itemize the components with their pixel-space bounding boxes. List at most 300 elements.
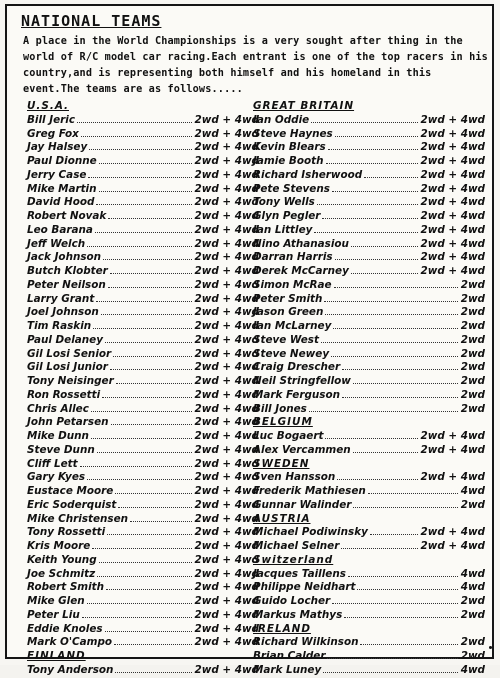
drive-class: 2wd + 4wd: [420, 113, 485, 126]
dot-leader: [327, 657, 457, 659]
racer-name: Keith Young: [27, 553, 97, 566]
racer-name: Brian Calder: [253, 650, 326, 662]
dot-leader: [87, 478, 191, 480]
drive-class: 2wd: [460, 278, 485, 291]
drive-class: 2wd + 4wd: [194, 168, 259, 181]
racer-name: Joel Johnson: [27, 306, 99, 319]
team-entry-row: [253, 293, 485, 307]
dot-leader: [364, 176, 417, 178]
racer-name: Frederik Mathiesen: [253, 485, 366, 497]
drive-class: 2wd + 4wd: [420, 210, 485, 222]
team-entry-row: [253, 210, 485, 224]
drive-class: 2wd + 4wd: [194, 320, 259, 332]
racer-name: David Hood: [27, 196, 95, 209]
dot-leader: [344, 616, 457, 618]
team-entry-row: [27, 636, 259, 650]
team-entry-row: [27, 265, 259, 279]
team-entry-row: [253, 526, 485, 540]
dot-leader: [110, 368, 192, 370]
dot-leader: [357, 588, 457, 590]
team-entry-row: [253, 348, 485, 362]
drive-class: 2wd + 4wd: [194, 553, 259, 566]
drive-class: 2wd + 4wd: [194, 113, 259, 126]
team-entry-row: [253, 169, 485, 183]
dot-leader: [96, 203, 191, 205]
team-entry-row: [27, 293, 259, 307]
right-team-column: [253, 100, 485, 678]
dot-leader: [334, 286, 458, 288]
dot-leader: [115, 492, 191, 494]
drive-class: 2wd + 4wd: [194, 127, 259, 140]
team-entry-row: [253, 581, 485, 595]
dot-leader: [325, 437, 417, 439]
racer-name: Neil Stringfellow: [253, 375, 351, 387]
dot-leader: [80, 465, 192, 467]
team-entry-row: [27, 430, 259, 444]
team-entry-row: [253, 334, 485, 348]
dot-leader: [328, 148, 418, 150]
racer-name: Paul Dionne: [27, 155, 97, 167]
racer-name: Mike Glen: [27, 595, 85, 607]
racer-name: Paul Delaney: [27, 333, 104, 346]
racer-name: Mark Ferguson: [253, 388, 341, 401]
drive-class: 2wd + 4wd: [420, 526, 485, 539]
racer-name: Mike Christensen: [27, 512, 129, 525]
drive-class: 2wd + 4wd: [194, 622, 259, 635]
team-entry-row: [253, 155, 485, 169]
team-entry-row: [27, 251, 259, 265]
country-heading: FINLAND: [27, 650, 86, 662]
drive-class: 2wd: [460, 402, 485, 415]
racer-name: Jamie Booth: [253, 155, 324, 167]
dot-leader: [332, 190, 418, 192]
dot-leader: [115, 671, 191, 673]
drive-class: 2wd + 4wd: [194, 347, 259, 360]
racer-name: Steve Dunn: [27, 443, 95, 456]
team-entry-row: [27, 114, 259, 128]
drive-class: 2wd + 4wd: [420, 237, 485, 250]
team-entry-row: [253, 224, 485, 238]
team-entry-row: [27, 348, 259, 362]
country-heading: U.S.A.: [27, 100, 69, 112]
racer-name: Bill Jones: [253, 402, 307, 415]
racer-name: Leo Barana: [27, 223, 93, 236]
dot-leader: [95, 231, 192, 233]
drive-class: 2wd + 4wd: [420, 155, 485, 167]
team-entry-row: [27, 183, 259, 197]
team-entry-row: [27, 513, 259, 527]
team-entry-row: [27, 458, 259, 472]
racer-name: Ron Rossetti: [27, 388, 101, 401]
dot-leader: [99, 190, 192, 192]
drive-class: 2wd + 4wd: [194, 498, 259, 511]
drive-class: 2wd + 4wd: [194, 375, 259, 387]
dot-leader: [89, 148, 191, 150]
drive-class: 2wd: [460, 306, 485, 319]
drive-class: 2wd + 4wd: [420, 223, 485, 236]
team-entry-row: [27, 320, 259, 334]
team-entry-row: [27, 389, 259, 403]
dot-leader: [108, 286, 192, 288]
racer-name: Eddie Knoles: [27, 622, 103, 635]
racer-name: Pete Stevens: [253, 182, 330, 195]
country-heading: IRELAND: [253, 622, 311, 635]
drive-class: 2wd: [460, 375, 485, 387]
dot-leader: [353, 506, 457, 508]
dot-leader: [332, 602, 458, 604]
dot-leader: [103, 258, 191, 260]
team-entry-row: [253, 128, 485, 142]
team-entry-row: [253, 471, 485, 485]
drive-class: 2wd: [460, 498, 485, 511]
end-dot: [489, 646, 492, 649]
racer-name: Steve Newey: [253, 347, 330, 360]
team-entry-row: [27, 568, 259, 582]
team-entry-row: [253, 664, 485, 678]
team-entry-row: [253, 141, 485, 155]
racer-name: Bill Jeric: [27, 113, 75, 126]
racer-name: Markus Mathys: [253, 608, 343, 621]
racer-name: Jason Green: [253, 306, 324, 319]
team-entry-row: [253, 444, 485, 458]
racer-name: Richard Wilkinson: [253, 636, 359, 649]
team-entry-row: [27, 169, 259, 183]
intro-paragraph: A place in the World Championships is a very sought after thing in the world of R/C model car racing.Each entrant is one of the top racers in his country,and is representing both himself and his homeland in this event.The teams are as follows.....: [23, 36, 488, 95]
racer-name: Alex Vercammen: [253, 443, 351, 456]
racer-name: Tony Anderson: [27, 663, 114, 676]
dot-leader: [360, 643, 457, 645]
racer-name: Butch Klobter: [27, 265, 108, 277]
racer-name: Cliff Lett: [27, 457, 78, 470]
drive-class: 2wd + 4wd: [194, 278, 259, 291]
team-entry-row: [27, 375, 259, 389]
drive-class: 2wd + 4wd: [194, 333, 259, 346]
drive-class: 2wd + 4wd: [420, 265, 485, 277]
drive-class: 2wd: [460, 347, 485, 360]
dot-leader: [341, 547, 417, 549]
racer-name: Gary Kyes: [27, 471, 86, 484]
dot-leader: [108, 217, 191, 219]
dot-leader: [323, 671, 457, 673]
drive-class: 2wd + 4wd: [420, 540, 485, 552]
drive-class: 2wd + 4wd: [420, 168, 485, 181]
team-entry-row: [27, 155, 259, 169]
dot-leader: [106, 588, 191, 590]
team-entry-row: [253, 361, 485, 375]
drive-class: 2wd + 4wd: [420, 430, 485, 442]
racer-name: Mike Dunn: [27, 430, 89, 442]
drive-class: 2wd + 4wd: [194, 636, 259, 649]
drive-class: 4wd: [460, 567, 485, 580]
team-entry-row: [253, 320, 485, 334]
racer-name: John Petarsen: [27, 416, 109, 429]
team-entry-row: [27, 664, 259, 678]
drive-class: 2wd + 4wd: [194, 443, 259, 456]
team-entry-row: [253, 251, 485, 265]
drive-class: 2wd + 4wd: [194, 388, 259, 401]
drive-class: 2wd: [460, 650, 485, 662]
team-entry-row: [253, 265, 485, 279]
team-entry-row: [27, 623, 259, 637]
team-entry-row: [253, 375, 485, 389]
drive-class: 2wd + 4wd: [194, 141, 259, 154]
racer-name: Peter Neilson: [27, 278, 106, 291]
dot-leader: [99, 561, 192, 563]
dot-leader: [322, 217, 417, 219]
dot-leader: [113, 355, 191, 357]
racer-name: Michael Selner: [253, 540, 340, 552]
racer-name: Gunnar Walinder: [253, 498, 352, 511]
drive-class: 2wd + 4wd: [420, 196, 485, 209]
team-entry-row: [253, 568, 485, 582]
team-entry-row: [253, 389, 485, 403]
drive-class: 2wd + 4wd: [420, 182, 485, 195]
team-entry-row: [27, 526, 259, 540]
drive-class: 2wd + 4wd: [194, 155, 259, 167]
dot-leader: [314, 231, 417, 233]
racer-name: Steve West: [253, 333, 319, 346]
dot-leader: [309, 410, 458, 412]
dot-leader: [317, 203, 418, 205]
drive-class: 2wd + 4wd: [194, 251, 259, 264]
dot-leader: [326, 162, 418, 164]
dot-leader: [351, 272, 418, 274]
drive-class: 4wd: [460, 485, 485, 497]
dot-leader: [77, 121, 192, 123]
racer-name: Glyn Pegler: [253, 210, 321, 222]
racer-name: Tony Rossetti: [27, 526, 106, 539]
team-entry-row: [253, 595, 485, 609]
dot-leader: [118, 506, 191, 508]
team-entry-row: [253, 279, 485, 293]
document-frame: [5, 4, 494, 676]
team-entry-row: [27, 224, 259, 238]
team-entry-row: [253, 485, 485, 499]
dot-leader: [105, 341, 192, 343]
drive-class: 2wd + 4wd: [194, 663, 259, 676]
drive-class: 2wd + 4wd: [194, 196, 259, 209]
dot-leader: [107, 533, 191, 535]
racer-name: Tony Wells: [253, 196, 315, 209]
dot-leader: [91, 437, 192, 439]
dot-leader: [114, 643, 191, 645]
drive-class: 2wd + 4wd: [420, 443, 485, 456]
racer-name: Robert Novak: [27, 210, 107, 222]
team-entry-row: [27, 334, 259, 348]
team-entry-row: [253, 114, 485, 128]
dot-leader: [353, 451, 418, 453]
team-entry-row: [27, 540, 259, 554]
team-entry-row: [253, 540, 485, 554]
dot-leader: [130, 520, 191, 522]
country-heading: Switzerland: [253, 553, 334, 566]
racer-name: Michael Podiwinsky: [253, 526, 368, 539]
racer-name: Eric Soderquist: [27, 498, 117, 511]
racer-name: Ian McLarney: [253, 320, 332, 332]
dot-leader: [87, 602, 192, 604]
racer-name: Ian Oddie: [253, 113, 310, 126]
dot-leader: [325, 313, 457, 315]
team-entry-row: [253, 609, 485, 623]
racer-name: Joe Schmitz: [27, 567, 96, 580]
team-entry-row: [27, 499, 259, 513]
team-entry-row: [253, 430, 485, 444]
drive-class: 2wd + 4wd: [194, 485, 259, 497]
drive-class: 2wd + 4wd: [194, 457, 259, 470]
dot-leader: [105, 630, 192, 632]
drive-class: 2wd + 4wd: [194, 361, 259, 374]
team-entry-row: [27, 485, 259, 499]
racer-name: Darran Harris: [253, 251, 333, 264]
drive-class: 2wd + 4wd: [194, 581, 259, 594]
drive-class: 2wd: [460, 292, 485, 305]
team-entry-row: [253, 238, 485, 252]
racer-name: Tony Neisinger: [27, 375, 114, 387]
racer-name: Mark Luney: [253, 663, 322, 676]
drive-class: 2wd + 4wd: [194, 182, 259, 195]
drive-class: 2wd: [460, 608, 485, 621]
racer-name: Richard Isherwood: [253, 168, 363, 181]
drive-class: 2wd + 4wd: [194, 416, 259, 429]
drive-class: 2wd: [460, 595, 485, 607]
racer-name: Ian Littley: [253, 223, 313, 236]
team-entry-row: [27, 238, 259, 252]
drive-class: 2wd + 4wd: [194, 512, 259, 525]
dot-leader: [348, 575, 458, 577]
drive-class: 4wd: [460, 663, 485, 676]
drive-class: 2wd + 4wd: [194, 526, 259, 539]
racer-name: Gil Losi Senior: [27, 347, 112, 360]
racer-name: Mark O'Campo: [27, 636, 113, 649]
drive-class: 2wd + 4wd: [194, 292, 259, 305]
team-entry-row: [27, 403, 259, 417]
team-entry-row: [27, 141, 259, 155]
team-entry-row: [27, 554, 259, 568]
drive-class: 2wd + 4wd: [194, 223, 259, 236]
racer-name: Jay Halsey: [27, 141, 88, 154]
racer-name: Steve Haynes: [253, 127, 333, 140]
team-entry-row: [27, 609, 259, 623]
dot-leader: [331, 355, 458, 357]
racer-name: Robert Smith: [27, 581, 105, 594]
dot-leader: [96, 300, 191, 302]
team-entry-row: [253, 403, 485, 417]
dot-leader: [87, 245, 191, 247]
dot-leader: [88, 176, 191, 178]
team-entry-row: [27, 361, 259, 375]
dot-leader: [324, 300, 457, 302]
dot-leader: [116, 382, 192, 384]
drive-class: 2wd + 4wd: [420, 127, 485, 140]
team-entry-row: [27, 128, 259, 142]
team-entry-row: [253, 196, 485, 210]
racer-name: Guido Locher: [253, 595, 331, 607]
racer-name: Luc Bogaert: [253, 430, 324, 442]
dot-leader: [335, 135, 418, 137]
drive-class: 2wd + 4wd: [194, 402, 259, 415]
dot-leader: [337, 478, 417, 480]
team-entry-row: [27, 471, 259, 485]
team-entry-row: [27, 581, 259, 595]
racer-name: Sven Hansson: [253, 471, 336, 484]
dot-leader: [97, 451, 192, 453]
dot-leader: [101, 313, 192, 315]
drive-class: 2wd + 4wd: [194, 430, 259, 442]
country-heading: AUSTRIA: [253, 512, 311, 525]
dot-leader: [370, 533, 418, 535]
racer-name: Mike Martin: [27, 182, 97, 195]
dot-leader: [93, 327, 191, 329]
racer-name: Chris Allec: [27, 402, 89, 415]
racer-name: Kris Moore: [27, 540, 91, 552]
page-title: NATIONAL TEAMS: [21, 12, 162, 30]
drive-class: 4wd: [460, 581, 485, 594]
racer-name: Philippe Neidhart: [253, 581, 356, 594]
drive-class: 2wd: [460, 388, 485, 401]
racer-name: Jerry Case: [27, 168, 87, 181]
dot-leader: [351, 245, 418, 247]
country-heading: GREAT BRITAIN: [253, 100, 355, 112]
racer-name: Jack Johnson: [27, 251, 102, 264]
racer-name: Craig Drescher: [253, 361, 341, 374]
team-entry-row: [253, 499, 485, 513]
drive-class: 2wd: [460, 636, 485, 649]
team-entry-row: [27, 595, 259, 609]
drive-class: 2wd + 4wd: [194, 237, 259, 250]
team-entry-row: [27, 416, 259, 430]
drive-class: 2wd: [460, 361, 485, 374]
drive-class: 2wd + 4wd: [194, 306, 259, 319]
team-entry-row: [253, 306, 485, 320]
racer-name: Nino Athanasiou: [253, 237, 349, 250]
drive-class: 2wd + 4wd: [194, 471, 259, 484]
dot-leader: [97, 575, 191, 577]
dot-leader: [92, 547, 191, 549]
team-entry-row: [27, 210, 259, 224]
team-entry-row: [253, 650, 485, 664]
racer-name: Jeff Welch: [27, 237, 86, 250]
dot-leader: [311, 121, 417, 123]
racer-name: Kevin Blears: [253, 141, 326, 154]
drive-class: 2wd + 4wd: [420, 251, 485, 264]
racer-name: Jacques Taillens: [253, 567, 346, 580]
dot-leader: [102, 396, 191, 398]
team-entry-row: [253, 183, 485, 197]
country-heading: BELGIUM: [253, 416, 313, 429]
drive-class: 2wd + 4wd: [194, 210, 259, 222]
dot-leader: [82, 616, 192, 618]
drive-class: 2wd + 4wd: [194, 608, 259, 621]
country-heading: SWEDEN: [253, 457, 310, 470]
drive-class: 2wd + 4wd: [420, 141, 485, 154]
racer-name: Eustace Moore: [27, 485, 114, 497]
drive-class: 2wd + 4wd: [194, 595, 259, 607]
racer-name: Simon McRae: [253, 278, 332, 291]
team-entry-row: [253, 636, 485, 650]
dot-leader: [99, 162, 192, 164]
drive-class: 2wd: [460, 320, 485, 332]
drive-class: 2wd + 4wd: [194, 567, 259, 580]
drive-class: 2wd: [460, 333, 485, 346]
racer-name: Greg Fox: [27, 127, 79, 140]
team-entry-row: [27, 279, 259, 293]
dot-leader: [111, 423, 192, 425]
left-team-column: [27, 100, 259, 678]
racer-name: Tim Raskin: [27, 320, 92, 332]
team-entry-row: [27, 444, 259, 458]
team-entry-row: [27, 306, 259, 320]
dot-leader: [342, 396, 458, 398]
